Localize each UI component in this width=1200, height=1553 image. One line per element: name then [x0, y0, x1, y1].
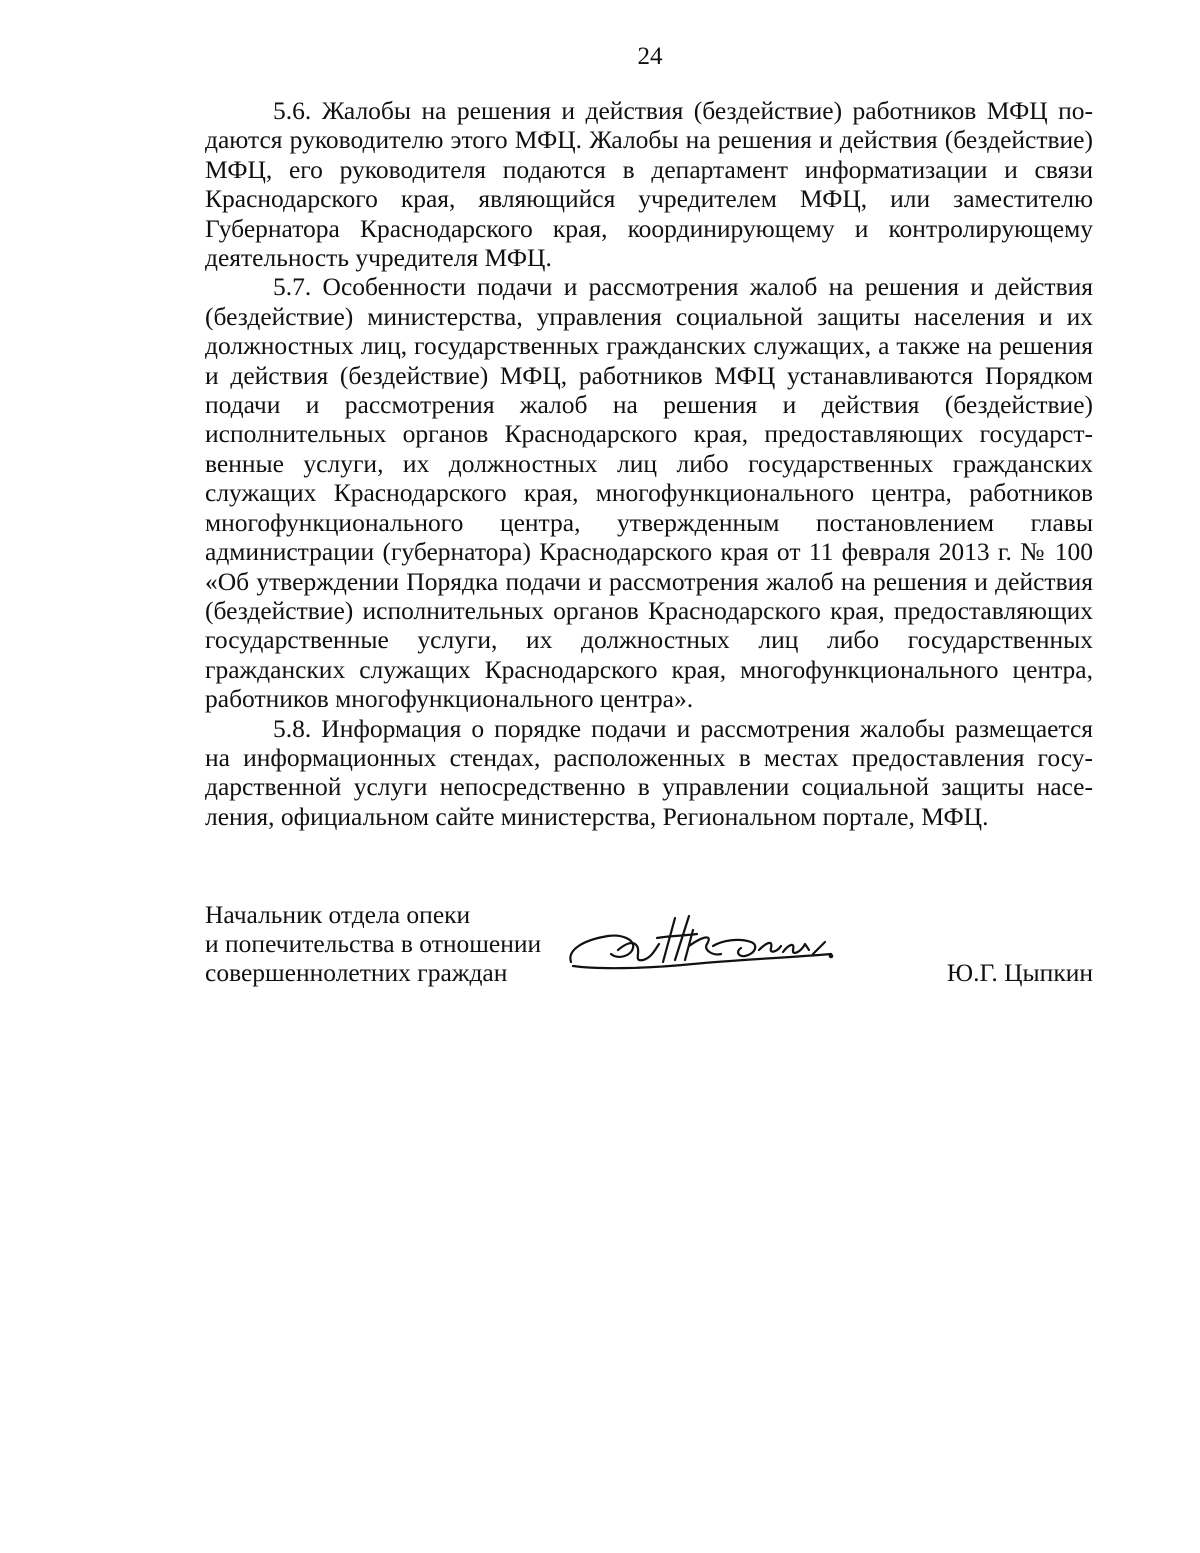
page-number: 24 — [637, 43, 663, 70]
signer-position — [205, 900, 541, 987]
handwritten-signature — [563, 910, 853, 980]
signer-name: Ю.Г. Цыпкин — [946, 958, 1093, 987]
signer-position-line: и попечительства в отношении — [205, 929, 542, 958]
body-text — [205, 96, 1093, 831]
signer-position-line: совершеннолетних граждан — [205, 958, 508, 987]
signature-block — [205, 900, 1093, 1000]
signer-position-line: Начальник отдела опеки — [205, 900, 471, 929]
paragraph-5-8: 5.8. Информация о порядке подачи и рассмотрения жалобы размещается на информационных стендах, расположенных в местах предоставления государственной услуги непосредственно в управлении социальной защиты населения, официальном сайте министерства, Региональном портале, МФЦ. — [205, 713, 1093, 831]
paragraph-5-6: 5.6. Жалобы на решения и действия (бездействие) работников МФЦ подаются руководителю этого МФЦ. Жалобы на решения и действия (бездействие) МФЦ, его руководителя подаются в департамент информатизации и связи Краснодарского края, являющийся учредителем МФЦ, или заместителю Губернатора Краснодарского края, координирующему и контролирующему деятельность учредителя МФЦ. — [205, 96, 1093, 273]
paragraph-5-7: 5.7. Особенности подачи и рассмотрения жалоб на решения и действия (бездействие) министерства, управления социальной защиты населения и их должностных лиц, государственных гражданских служащих, а также на решения и действия (бездействие) МФЦ, работников МФЦ устанавливаются Порядком подачи и рассмотрения жалоб на решения и действия (бездействие) исполнительных органов Краснодарского края, предоставляющих государственные услуги, их должностных лиц либо государственных гражданских служащих Краснодарского края, многофункционального центра, работников многофункционального центра, утвержденным постановлением главы администрации (губернатора) Краснодарского края от 11 февраля 2013 г. № 100 «Об утверждении Порядка подачи и рассмотрения жалоб на решения и действия (бездействие) исполнительных органов Краснодарского края, предоставляющих государственные услуги, их должностных лиц либо государственных гражданских служащих Краснодарского края, многофункционального центра, работников многофункционального центра». — [205, 272, 1093, 714]
